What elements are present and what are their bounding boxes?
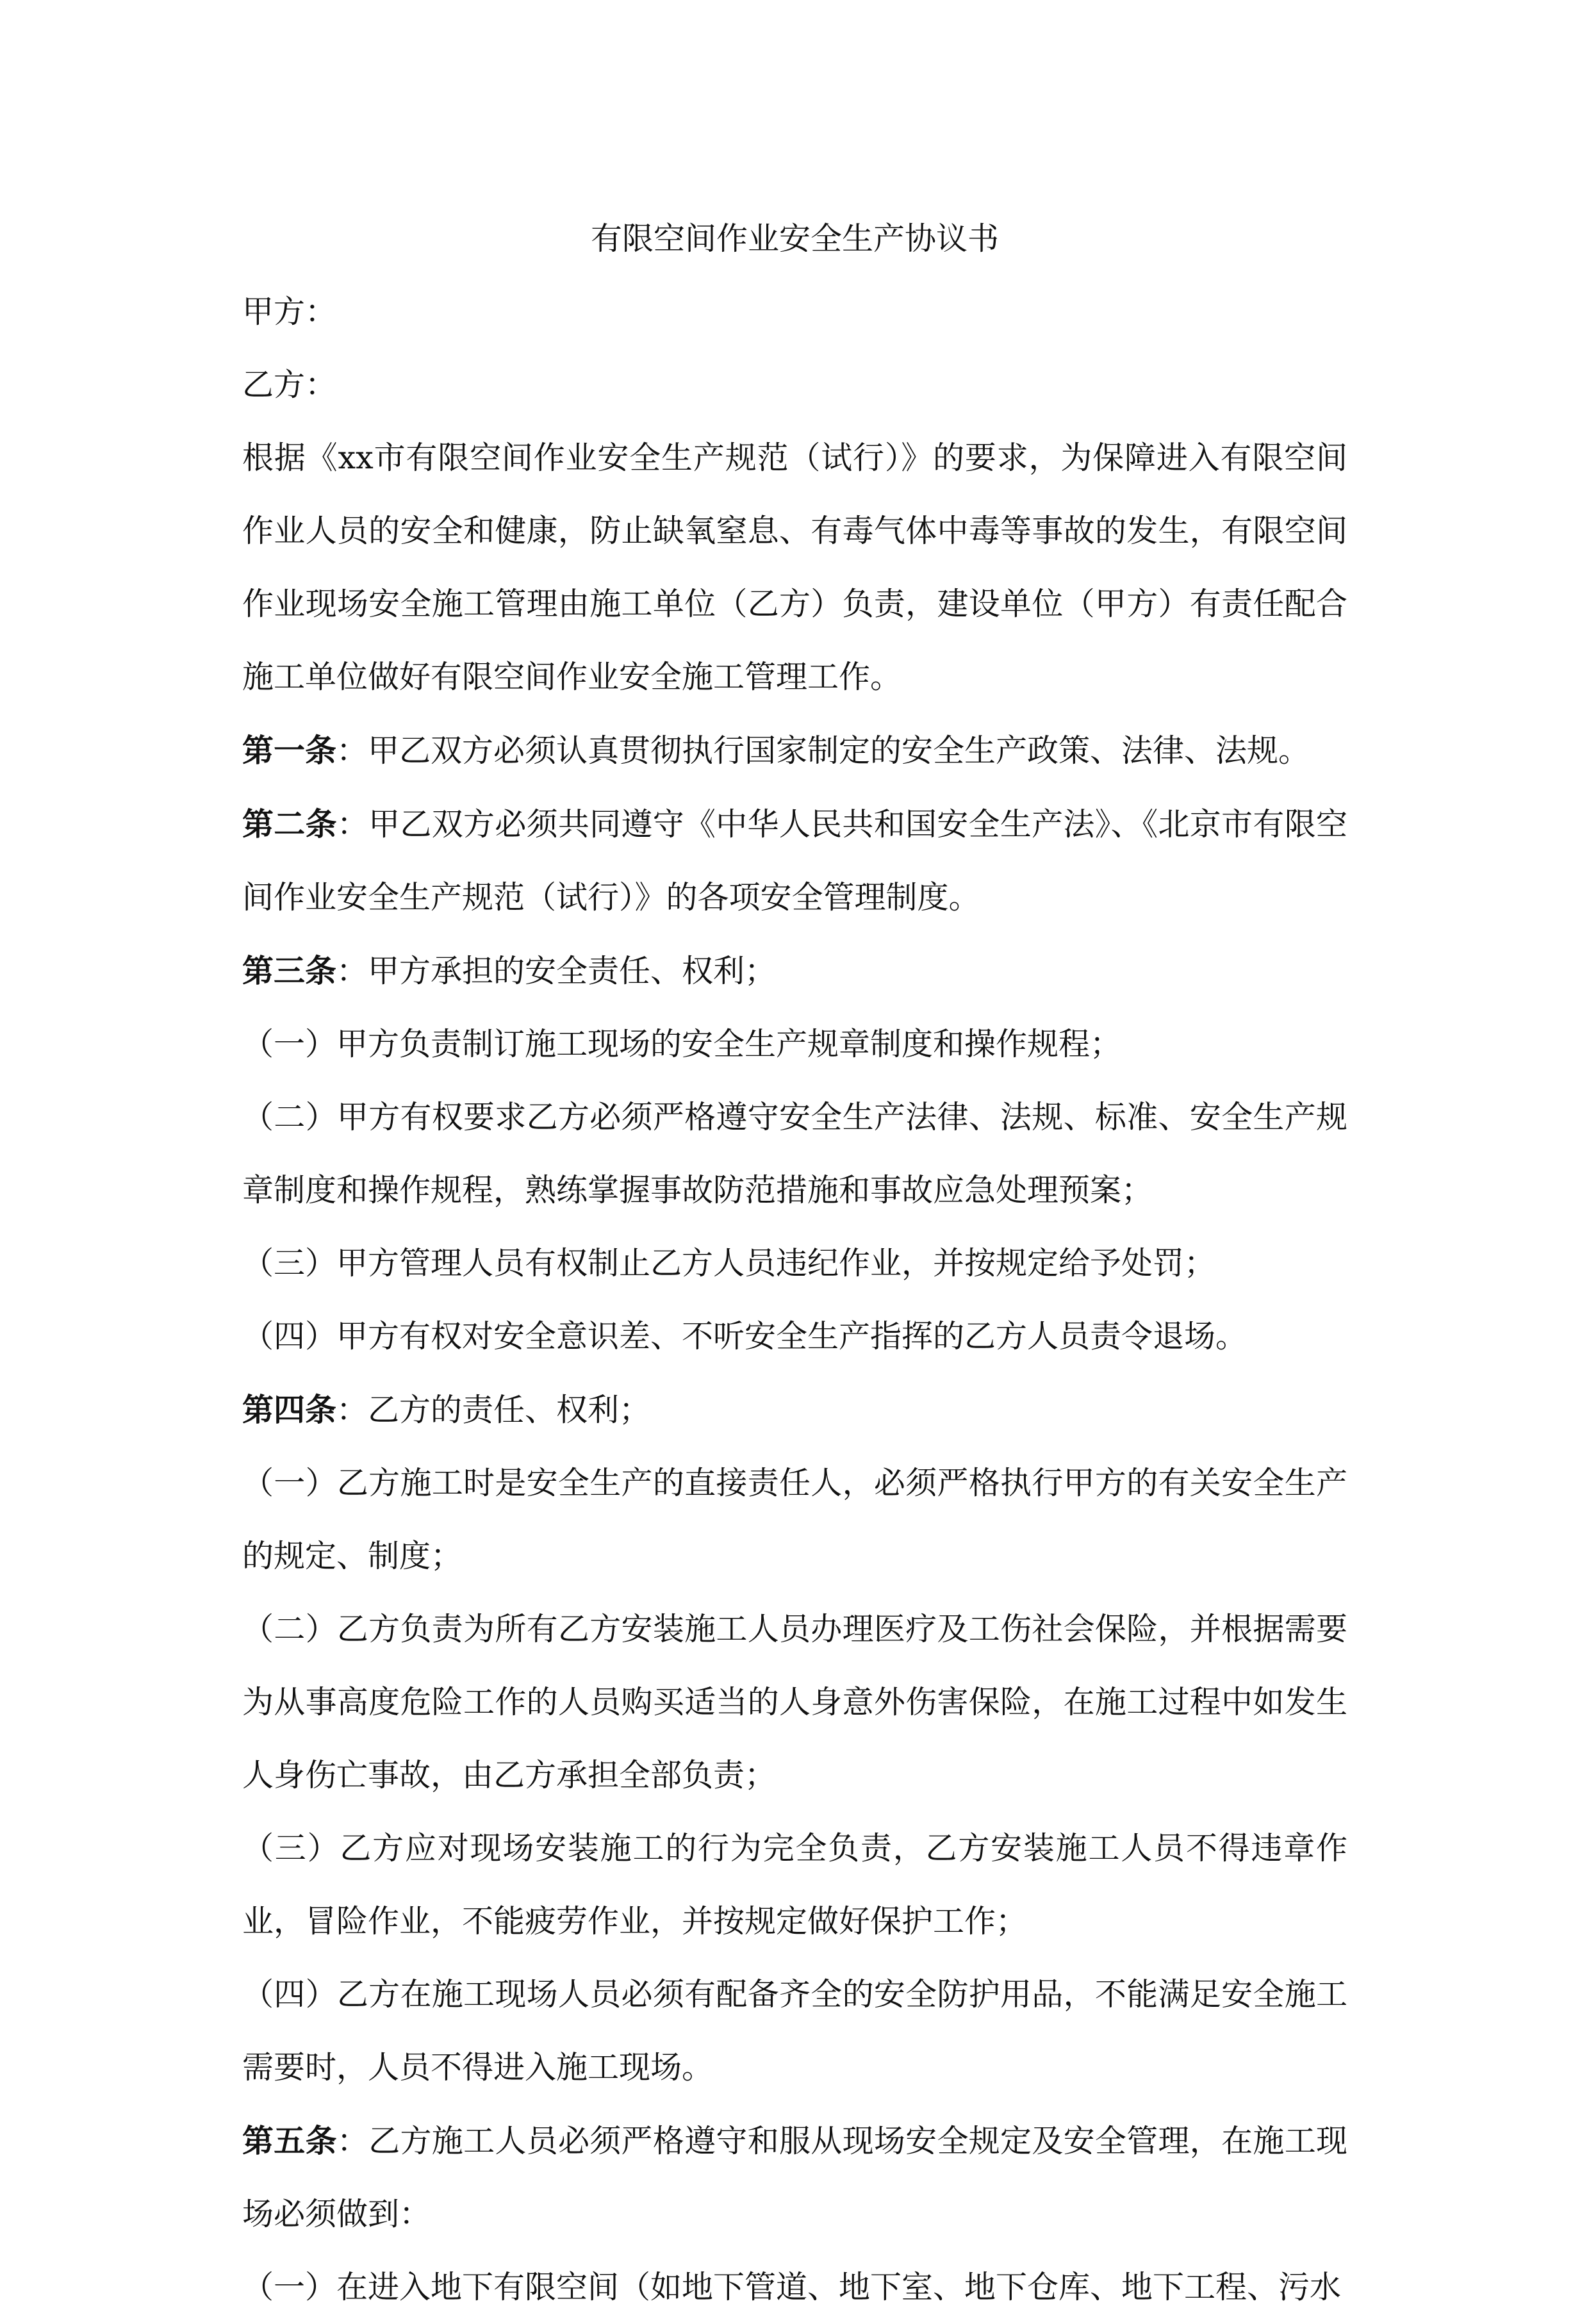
intro-paragraph: 根据《xx市有限空间作业安全生产规范（试行）》的要求，为保障进入有限空间作业人员的安全和健康，防止缺氧窒息、有毒气体中毒等事故的发生，有限空间作业现场安全施工管理由施工单位（乙方）负责，建设单位（甲方）有责任配合施工单位做好有限空间作业安全施工管理工作。 [242, 440, 1347, 695]
article-2-text: ：甲乙双方必须共同遵守《中华人民共和国安全生产法》、《北京市有限空间作业安全生产规范（试行）》的各项安全管理制度。 [242, 806, 1347, 916]
document-body [242, 202, 1347, 2324]
article-3-item-4: （四）甲方有权对安全意识差、不听安全生产指挥的乙方人员责令退场。 [242, 1318, 1247, 1355]
article-5 [242, 2104, 1347, 2251]
article-4-item-1: （一）乙方施工时是安全生产的直接责任人，必须严格执行甲方的有关安全生产的规定、制度； [242, 1465, 1347, 1574]
article-5-lead: 第五条 [242, 2122, 337, 2159]
article-4-item-3: （三）乙方应对现场安装施工的行为完全负责，乙方安装施工人员不得违章作业，冒险作业，不能疲劳作业，并按规定做好保护工作； [242, 1830, 1347, 1940]
article-3-item-3: （三）甲方管理人员有权制止乙方人员违纪作业，并按规定给予处罚； [242, 1245, 1216, 1281]
article-4-text: ：乙方的责任、权利； [336, 1392, 651, 1428]
article-4-item-2: （二）乙方负责为所有乙方安装施工人员办理医疗及工伤社会保险，并根据需要为从事高度危险工作的人员购买适当的人身意外伤害保险，在施工过程中如发生人身伤亡事故，由乙方承担全部负责； [242, 1611, 1347, 1793]
article-3-item-1: （一）甲方负责制订施工现场的安全生产规章制度和操作规程； [242, 1026, 1122, 1062]
party-b-line: 乙方： [242, 367, 337, 403]
article-1-text: ：甲乙双方必须认真贯彻执行国家制定的安全生产政策、法律、法规。 [336, 732, 1310, 769]
article-3-text: ：甲方承担的安全责任、权利； [336, 953, 777, 989]
article-4-lead: 第四条 [242, 1391, 337, 1428]
party-a-line: 甲方： [242, 293, 337, 330]
article-5-text: ：乙方施工人员必须严格遵守和服从现场安全规定及安全管理，在施工现场必须做到： [242, 2123, 1347, 2232]
article-2 [242, 787, 1347, 934]
article-4 [242, 1373, 1347, 1447]
article-3-item-2: （二）甲方有权要求乙方必须严格遵守安全生产法律、法规、标准、安全生产规章制度和操作规程，熟练掌握事故防范措施和事故应急处理预案； [242, 1099, 1347, 1208]
article-4-item-4: （四）乙方在施工现场人员必须有配备齐全的安全防护用品，不能满足安全施工需要时，人员不得进入施工现场。 [242, 1976, 1347, 2086]
article-5-item-1: （一）在进入地下有限空间（如地下管道、地下室、地下仓库、地下工程、污水 [242, 2269, 1342, 2305]
document-title: 有限空间作业安全生产协议书 [590, 220, 999, 257]
article-3 [242, 934, 1347, 1008]
article-1 [242, 714, 1347, 787]
article-3-lead: 第三条 [242, 952, 337, 989]
article-1-lead: 第一条 [242, 732, 337, 769]
article-2-lead: 第二条 [242, 805, 337, 843]
